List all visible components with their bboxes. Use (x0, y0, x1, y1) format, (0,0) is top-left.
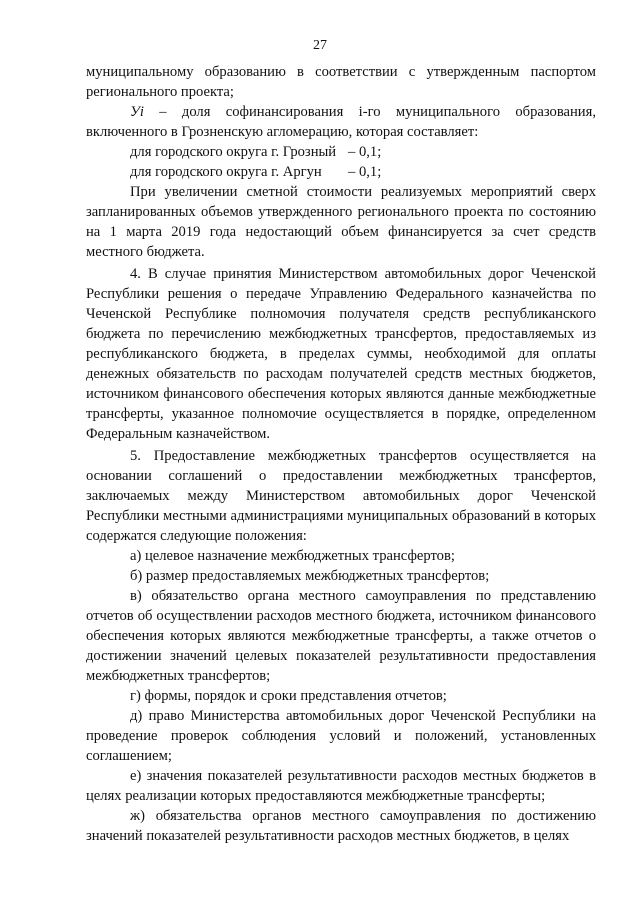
list-item-d: д) право Министерства автомобильных дорог Чеченской Республики на проведение проверок соблюдения условий и положений, установленных соглашением; (86, 708, 596, 764)
rate-row-argun (86, 162, 596, 182)
rate-label: для городского округа г. Аргун (130, 164, 322, 180)
list-item-a: а) целевое назначение межбюджетных трансфертов; (130, 548, 455, 564)
yi-symbol: Уi (130, 104, 144, 120)
list-item-v: в) обязательство органа местного самоуправления по представлению отчетов об осуществлении расходов местного бюджета, источником финансового обеспечения которых являются межбюджетные трансферты, а также отчетов о достижении значений целевых показателей результативности предоставления межбюджетных трансфертов; (86, 588, 596, 684)
paragraph-continuation: муниципальному образованию в соответствии с утвержденным паспортом регионального проекта; (86, 64, 596, 100)
paragraph-yi-definition (86, 102, 596, 142)
paragraph-4: 4. В случае принятия Министерством автомобильных дорог Чеченской Республики решения о передаче Управлению Федерального казначейства по Чеченской Республике полномочия получателя средств республиканского бюджета по перечислению межбюджетных трансфертов, предоставляемых из республиканского бюджета, в пределах суммы, необходимой для оплаты денежных обязательств по расходам получателей средств местных бюджетов, источником финансового обеспечения которых являются данные межбюджетные трансферты, указанное полномочие осуществляется в порядке, определенном Федеральным казначейством. (86, 266, 596, 442)
rate-value: – 0,1; (348, 164, 382, 180)
rate-label: для городского округа г. Грозный (130, 144, 337, 160)
list-item-b: б) размер предоставляемых межбюджетных трансфертов; (130, 568, 490, 584)
list-item-e: е) значения показателей результативности расходов местных бюджетов в целях реализации которых предоставляются межбюджетные трансферты; (86, 768, 596, 804)
rate-row-grozny (86, 142, 596, 162)
list-item-zh: ж) обязательства органов местного самоуправления по достижению значений показателей результативности расходов местных бюджетов, в целях (86, 808, 596, 844)
yi-definition-text: – доля софинансирования i-го муниципального образования, включенного в Грозненскую агломерацию, которая составляет: (86, 104, 596, 140)
document-body (86, 62, 596, 846)
paragraph-5: 5. Предоставление межбюджетных трансфертов осуществляется на основании соглашений о предоставлении межбюджетных трансфертов, заключаемых между Министерством автомобильных дорог Чеченской Республики местными администрациями муниципальных образований в которых содержатся следующие положения: (86, 448, 596, 544)
rate-value: – 0,1; (348, 144, 382, 160)
page-number: 27 (313, 38, 327, 53)
paragraph-cost-increase: При увеличении сметной стоимости реализуемых мероприятий сверх запланированных объемов утвержденного регионального проекта по состоянию на 1 марта 2019 года недостающий объем финансируется за счет средств местного бюджета. (86, 184, 596, 260)
list-item-g: г) формы, порядок и сроки представления отчетов; (130, 688, 447, 704)
